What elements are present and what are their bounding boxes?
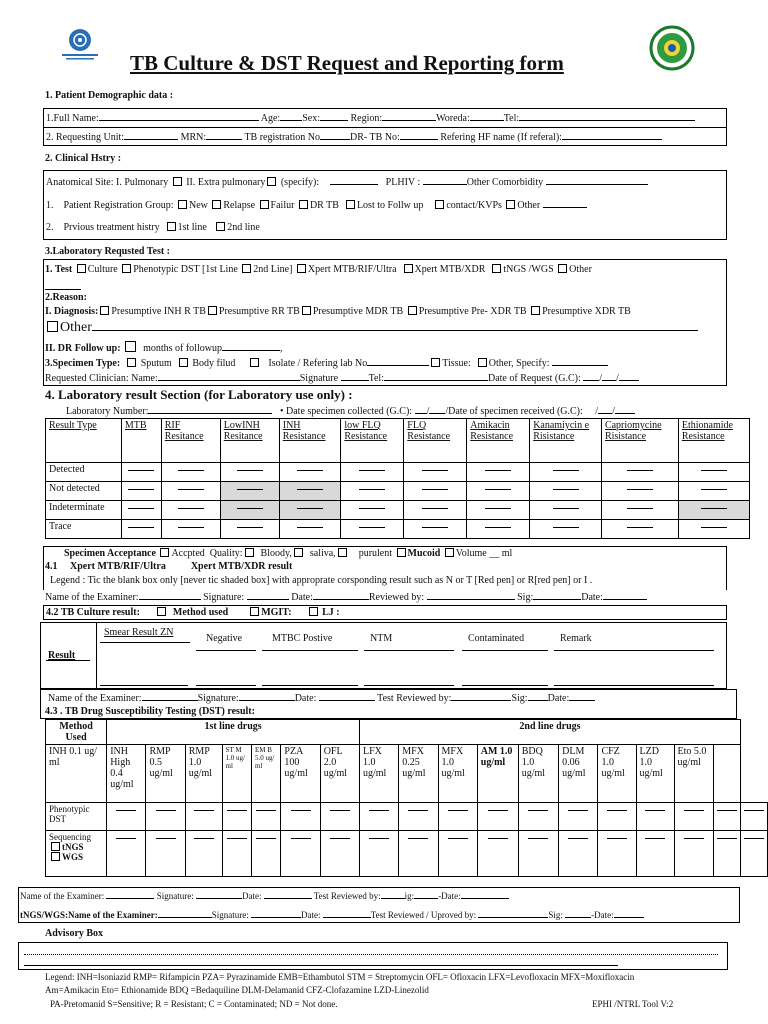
dst-cell[interactable] bbox=[559, 803, 598, 831]
specimen-type-row: 3.Specimen Type: Sputum Body filud Isolate / Refering lab No Tissue: Other, Specify: bbox=[45, 357, 608, 369]
dst-cell[interactable] bbox=[438, 803, 477, 831]
other-reason-checkbox[interactable] bbox=[47, 321, 58, 332]
result-cell bbox=[279, 501, 341, 520]
registration-row: 1. Patient Registration Group: New Relapse Failur DR TB Lost to Follw up contact/KVPs Other bbox=[46, 199, 587, 211]
result-row-label: Indeterminate bbox=[46, 501, 122, 520]
result-col-header: RIF Resitance bbox=[161, 419, 220, 463]
failure-checkbox[interactable] bbox=[260, 200, 269, 209]
result-cell bbox=[220, 501, 279, 520]
result-col-header: low FLQ Resistance bbox=[341, 419, 404, 463]
pheno-dst-checkbox[interactable] bbox=[122, 264, 131, 273]
smear-label: Smear Result ZN bbox=[104, 627, 174, 638]
dst-cell[interactable] bbox=[146, 831, 185, 877]
examiner-row-2: Name of the Examiner: Signature: Date: Test Reviewed by: Sig: Date: bbox=[48, 692, 595, 704]
isolate-checkbox[interactable] bbox=[250, 358, 259, 367]
inh-checkbox[interactable] bbox=[100, 306, 109, 315]
pheno-dst-row-label: Phenotypic DST bbox=[46, 803, 107, 831]
body-fluid-checkbox[interactable] bbox=[179, 358, 188, 367]
other-test-checkbox[interactable] bbox=[558, 264, 567, 273]
result-cell[interactable] bbox=[404, 463, 467, 482]
xpert-title: 4.1 Xpert MTB/RIF/Ultra Xpert MTB/XDR result bbox=[45, 561, 293, 572]
drug-header: RMP 0.5 ug/ml bbox=[146, 745, 185, 803]
dst-cell[interactable] bbox=[713, 803, 740, 831]
wgs-checkbox[interactable] bbox=[51, 852, 60, 861]
ntm-label: NTM bbox=[370, 633, 393, 644]
extrapulmonary-checkbox[interactable] bbox=[267, 177, 276, 186]
dst-cell[interactable] bbox=[222, 803, 251, 831]
drug-header: MFX 1.0 ug/ml bbox=[438, 745, 477, 803]
ngs-checkbox[interactable] bbox=[492, 264, 501, 273]
drug-header: OFL 2.0 ug/ml bbox=[320, 745, 359, 803]
dst-cell[interactable] bbox=[107, 803, 146, 831]
result-col-header: Ethionamide Resistance bbox=[678, 419, 749, 463]
pulmonary-checkbox[interactable] bbox=[173, 177, 182, 186]
result-row-label: Detected bbox=[46, 463, 122, 482]
clinician-row: Requested Clinician: Name: Signature Tel: Date of Request (G.C): / / bbox=[45, 372, 639, 384]
contact-checkbox[interactable] bbox=[435, 200, 444, 209]
result-cell[interactable] bbox=[279, 463, 341, 482]
dst-cell[interactable] bbox=[741, 831, 768, 877]
result-col-header: INH Resistance bbox=[279, 419, 341, 463]
relapse-checkbox[interactable] bbox=[212, 200, 221, 209]
advisory-title: Advisory Box bbox=[45, 928, 104, 939]
sec4-heading: 4. Laboratory result Section (for Laboratory use only) : bbox=[45, 387, 353, 402]
tissue-checkbox[interactable] bbox=[431, 358, 440, 367]
examiner-row-1: Name of the Examiner: Signature: Date: Reviewed by: Sig: Date: bbox=[45, 591, 647, 603]
drug-header: CFZ 1.0 ug/ml bbox=[598, 745, 636, 803]
quality-checkbox[interactable] bbox=[245, 548, 254, 557]
ephi-logo bbox=[58, 26, 102, 66]
drug-header: PZA 100 ug/ml bbox=[281, 745, 320, 803]
dst-cell[interactable] bbox=[185, 803, 222, 831]
mucoid-checkbox[interactable] bbox=[445, 548, 454, 557]
followup-row: II. DR Follow up: months of followup , bbox=[45, 343, 283, 354]
result-cell[interactable] bbox=[601, 482, 678, 501]
drug-header: LFX 1.0 ug/ml bbox=[359, 745, 398, 803]
dst-cell[interactable] bbox=[477, 831, 518, 877]
prexdr-checkbox[interactable] bbox=[408, 306, 417, 315]
method-used-checkbox[interactable] bbox=[157, 607, 166, 616]
result-col-header: Kanamiycin e Risistance bbox=[530, 419, 602, 463]
method-header: Method Used bbox=[46, 720, 107, 745]
xpert-checkbox[interactable] bbox=[297, 264, 306, 273]
culture-result-label: Result bbox=[48, 650, 76, 661]
culture-title-row: 4.2 TB Culture result: Method used MGIT: LJ : bbox=[46, 607, 340, 618]
drug-header: BDQ 1.0 ug/ml bbox=[518, 745, 558, 803]
dst-cell[interactable] bbox=[251, 831, 280, 877]
test-row: 1. Test Culture Phenotypic DST [1st Line 2nd Line] Xpert MTB/RIF/Ultra Xpert MTB/XDR tNGS /WGS Other bbox=[45, 264, 592, 275]
dst-cell[interactable] bbox=[251, 803, 280, 831]
dst-cell[interactable] bbox=[674, 831, 713, 877]
result-cell[interactable] bbox=[121, 482, 161, 501]
result-col-header: Capriomycine Risistance bbox=[601, 419, 678, 463]
purulent-checkbox[interactable] bbox=[397, 548, 406, 557]
result-cell[interactable] bbox=[404, 520, 467, 539]
result-cell[interactable] bbox=[341, 463, 404, 482]
examiner-row-4: tNGS/WGS:Name of the Examiner: Signature: Date: Test Reviewed / Uproved by: Sig: -Date: bbox=[20, 909, 644, 920]
drug-header: DLM 0.06 ug/ml bbox=[559, 745, 598, 803]
dst-cell[interactable] bbox=[741, 803, 768, 831]
lj-checkbox[interactable] bbox=[309, 607, 318, 616]
drug-header: INH 0.1 ug/ ml bbox=[46, 745, 107, 803]
result-cell[interactable] bbox=[279, 520, 341, 539]
culture-checkbox[interactable] bbox=[77, 264, 86, 273]
sec3-heading: 3.Laboratory Requsted Test : bbox=[45, 246, 171, 257]
xdr-checkbox[interactable] bbox=[531, 306, 540, 315]
new-checkbox[interactable] bbox=[178, 200, 187, 209]
dst-cell[interactable] bbox=[185, 831, 222, 877]
legend-line-2: Am=Amikacin Eto= Ethionamide BDQ =Bedaquiline DLM-Delamanid CFZ-Clofazamine LZD-Linezolid bbox=[45, 985, 429, 995]
dst-cell[interactable] bbox=[518, 803, 558, 831]
result-cell[interactable] bbox=[161, 520, 220, 539]
seal-logo bbox=[646, 24, 698, 72]
sec1-heading: 1. Patient Demographic data : bbox=[45, 90, 174, 101]
result-cell[interactable] bbox=[530, 520, 602, 539]
result-cell bbox=[678, 501, 749, 520]
drug-header-overflow bbox=[713, 745, 740, 803]
sequencing-row-label: Sequencing tNGS WGS bbox=[46, 831, 107, 877]
remark-label: Remark bbox=[560, 633, 592, 644]
second-line-header: 2nd line drugs bbox=[359, 720, 740, 745]
examiner-row-3: Name of the Examiner: Signature: Date: Test Reviewed by: ig: -Date: bbox=[20, 890, 509, 901]
drug-header: INH High 0.4 ug/ml bbox=[107, 745, 146, 803]
result-cell[interactable] bbox=[467, 501, 530, 520]
tngs-checkbox[interactable] bbox=[51, 842, 60, 851]
result-cell[interactable] bbox=[467, 520, 530, 539]
saliva-checkbox[interactable] bbox=[338, 548, 347, 557]
result-cell[interactable] bbox=[121, 501, 161, 520]
result-cell[interactable] bbox=[404, 501, 467, 520]
other-specimen-checkbox[interactable] bbox=[478, 358, 487, 367]
xpert-result-table bbox=[45, 418, 750, 539]
contaminated-label: Contaminated bbox=[468, 633, 525, 644]
result-cell[interactable] bbox=[678, 463, 749, 482]
result-col-header: FLQ Resistance bbox=[404, 419, 467, 463]
tool-version: EPHI /NTRL Tool V:2 bbox=[592, 999, 674, 1009]
dst-cell[interactable] bbox=[359, 803, 398, 831]
mdr-checkbox[interactable] bbox=[302, 306, 311, 315]
second-line-dst-checkbox[interactable] bbox=[242, 264, 251, 273]
prev-treatment-row: 2. Prvious treatment histry 1st line 2nd line bbox=[46, 222, 260, 233]
accepted-checkbox[interactable] bbox=[160, 548, 169, 557]
drug-header: AM 1.0 ug/ml bbox=[477, 745, 518, 803]
dst-result-table bbox=[45, 719, 768, 877]
legend-line-3: PA-Pretomanid S=Sensitive; R = Resistant; C = Contaminated; ND = Not done. bbox=[50, 999, 338, 1009]
rr-checkbox[interactable] bbox=[208, 306, 217, 315]
dst-cell[interactable] bbox=[477, 803, 518, 831]
drug-header: RMP 1.0 ug/ml bbox=[185, 745, 222, 803]
acceptance-row: Specimen Acceptance Accpted Quality: Bloody, saliva, purulent Mucoid Volume __ ml bbox=[64, 548, 513, 559]
result-cell[interactable] bbox=[530, 463, 602, 482]
result-cell[interactable] bbox=[161, 501, 220, 520]
dst-cell[interactable] bbox=[598, 831, 636, 877]
diagnosis-row: I. Diagnosis: Presumptive INH R TB Presumptive RR TB Presumptive MDR TB Presumptive Pre- XDR TB Presumptive XDR TB bbox=[45, 306, 631, 317]
second-line-checkbox[interactable] bbox=[216, 222, 225, 231]
result-row-label: Trace bbox=[46, 520, 122, 539]
result-cell[interactable] bbox=[678, 520, 749, 539]
result-cell[interactable] bbox=[601, 463, 678, 482]
dst-cell[interactable] bbox=[598, 803, 636, 831]
other-reason-row: Other bbox=[45, 320, 698, 336]
dst-cell[interactable] bbox=[399, 831, 438, 877]
result-cell[interactable] bbox=[601, 501, 678, 520]
form-title: TB Culture & DST Request and Reporting form bbox=[130, 51, 564, 75]
dst-cell[interactable] bbox=[518, 831, 558, 877]
dst-cell[interactable] bbox=[146, 803, 185, 831]
result-cell[interactable] bbox=[467, 463, 530, 482]
result-cell[interactable] bbox=[121, 463, 161, 482]
dst-cell[interactable] bbox=[281, 831, 320, 877]
xpert-xdr-checkbox[interactable] bbox=[404, 264, 413, 273]
result-cell[interactable] bbox=[121, 520, 161, 539]
lab-number-row: Laboratory Number: • Date specimen collected (G.C): / /Date of specimen received (G.C): / / bbox=[66, 405, 635, 417]
dst-cell[interactable] bbox=[281, 803, 320, 831]
sputum-checkbox[interactable] bbox=[127, 358, 136, 367]
negative-label: Negative bbox=[206, 633, 243, 644]
result-cell[interactable] bbox=[341, 501, 404, 520]
dst-table-wrap bbox=[45, 719, 768, 887]
result-cell[interactable] bbox=[678, 482, 749, 501]
dst-cell[interactable] bbox=[359, 831, 398, 877]
sec2-heading: 2. Clinical Hstry : bbox=[45, 153, 122, 164]
dst-cell[interactable] bbox=[222, 831, 251, 877]
drug-header: EM B 5.0 ug/ ml bbox=[251, 745, 280, 803]
bloody-checkbox[interactable] bbox=[294, 548, 303, 557]
result-cell[interactable] bbox=[530, 482, 602, 501]
result-cell[interactable] bbox=[467, 482, 530, 501]
demo-row2: 2. Requesting Unit: MRN: TB registration No DR- TB No: Refering HF name (If referal): bbox=[46, 131, 662, 143]
dst-cell[interactable] bbox=[438, 831, 477, 877]
drug-header: LZD 1.0 ug/ml bbox=[636, 745, 674, 803]
drug-header: Eto 5.0 ug/ml bbox=[674, 745, 713, 803]
demo-row1: 1.Full Name: Age: Sex: Region: Woreda: Tel: bbox=[46, 112, 695, 124]
result-cell bbox=[220, 482, 279, 501]
result-cell[interactable] bbox=[341, 482, 404, 501]
result-cell bbox=[279, 482, 341, 501]
result-col-header: Result Type bbox=[46, 419, 122, 463]
dst-cell[interactable] bbox=[107, 831, 146, 877]
result-row-label: Not detected bbox=[46, 482, 122, 501]
result-col-header: MTB bbox=[121, 419, 161, 463]
drtb-checkbox[interactable] bbox=[299, 200, 308, 209]
lost-checkbox[interactable] bbox=[346, 200, 355, 209]
dst-cell[interactable] bbox=[320, 831, 359, 877]
anatomical-site-row: Anatomical Site: I. Pulmonary II. Extra pulmonary (specify): PLHIV : Other Comorbidity bbox=[46, 176, 648, 188]
dst-cell[interactable] bbox=[399, 803, 438, 831]
result-cell[interactable] bbox=[161, 463, 220, 482]
dst-cell[interactable] bbox=[674, 803, 713, 831]
followup-checkbox[interactable] bbox=[125, 341, 136, 352]
dst-cell[interactable] bbox=[636, 831, 674, 877]
drug-header: MFX 0.25 ug/ml bbox=[399, 745, 438, 803]
dst-cell[interactable] bbox=[713, 831, 740, 877]
result-cell[interactable] bbox=[530, 501, 602, 520]
mgit-checkbox[interactable] bbox=[250, 607, 259, 616]
dst-title: 4.3 . TB Drug Susceptibility Testing (DST) result: bbox=[45, 706, 255, 717]
drug-header: ST M 1.0 ug/ ml bbox=[222, 745, 251, 803]
other-reg-checkbox[interactable] bbox=[506, 200, 515, 209]
result-col-header: LowINH Resitance bbox=[220, 419, 279, 463]
result-cell[interactable] bbox=[161, 482, 220, 501]
result-cell[interactable] bbox=[220, 463, 279, 482]
result-cell[interactable] bbox=[404, 482, 467, 501]
dst-cell[interactable] bbox=[636, 803, 674, 831]
legend-line-1: Legend: INH=Isoniazid RMP= Rifampicin PZA= Pyrazinamide EMB=Ethambutol STM = Streptomycin OFL= Ofloxacin LFX=Levofloxacin MFX=Moxifloxacin bbox=[45, 972, 635, 982]
result-cell[interactable] bbox=[601, 520, 678, 539]
dst-cell[interactable] bbox=[559, 831, 598, 877]
dst-cell[interactable] bbox=[320, 803, 359, 831]
result-cell[interactable] bbox=[341, 520, 404, 539]
result-cell[interactable] bbox=[220, 520, 279, 539]
result-col-header: Amikacin Resistance bbox=[467, 419, 530, 463]
xpert-legend: Legend : Tic the blank box only [never tic shaded box] with approprate corsponding result such as N or T [Red pen] or R[red pen] or I . bbox=[50, 575, 593, 586]
reason-label: 2.Reason: bbox=[45, 292, 87, 303]
first-line-checkbox[interactable] bbox=[167, 222, 176, 231]
first-line-header: 1st line drugs bbox=[107, 720, 360, 745]
mtbc-label: MTBC Postive bbox=[272, 633, 333, 644]
